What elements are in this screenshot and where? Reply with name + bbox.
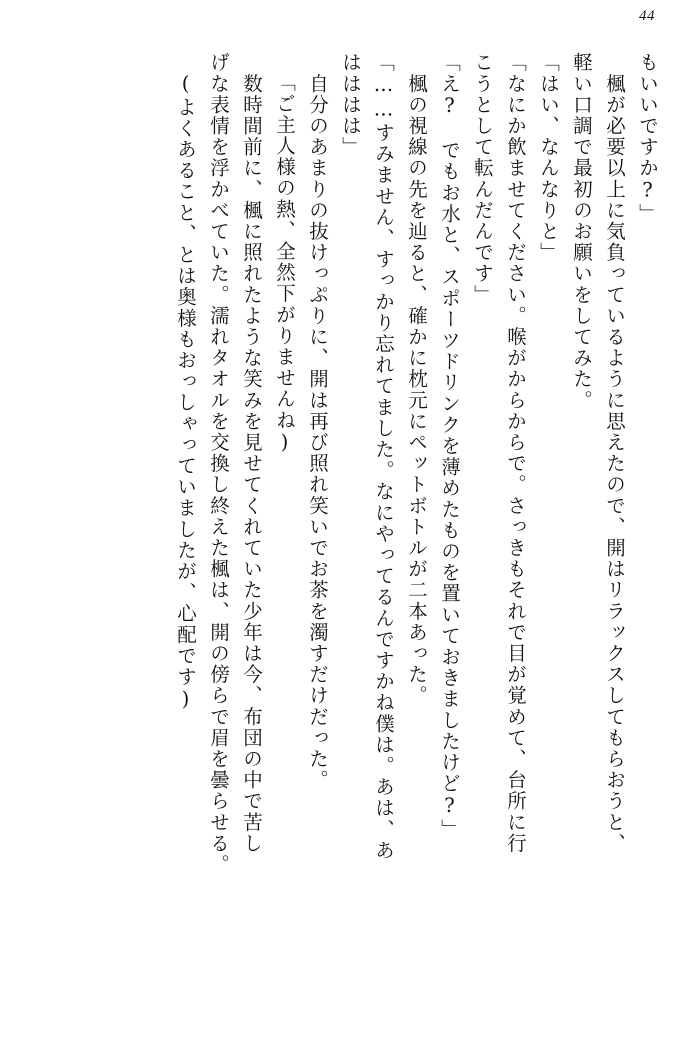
text-column: 楓が必要以上に気負っているように思えたので、開はリラックスしてもらおうと、 — [603, 52, 626, 854]
text-column: 自分のあまりの抜けっぷりに、開は再び照れ笑いでお茶を濁すだけだった。 — [306, 52, 329, 791]
text-column: (よくあること、とは奥様もおっしゃっていましたが、心配です) — [174, 72, 197, 712]
page-number: 44 — [639, 8, 655, 24]
vertical-text-body — [36, 52, 657, 1010]
text-column: はははは」 — [339, 52, 362, 158]
text-column: こうとして転んだんです」 — [471, 52, 494, 306]
text-column: 楓の視線の先を辿ると、確かに枕元にペットボトルが二本あった。 — [405, 52, 428, 707]
text-column: 「なにか飲ませてください。喉がからからで。さっきもそれで目が覚めて、台所に行 — [504, 52, 527, 854]
text-column: 「ご主人様の熱、全然下がりませんね) — [273, 72, 296, 456]
text-column: 軽い口調で最初のお願いをしてみた。 — [570, 52, 593, 411]
text-column: げな表情を浮かべていた。濡れタオルを交換し終えた楓は、開の傍らで眉を曇らせる。 — [207, 52, 230, 875]
text-column: 数時間前に、楓に照れたような笑みを見せてくれていた少年は今、布団の中で苦し — [240, 52, 263, 854]
text-column: 「はい、なんなりと」 — [537, 52, 560, 263]
text-column: 「え? でもお水と、スポーツドリンクを薄めたものを置いておきましたけど?」 — [438, 52, 461, 840]
text-column: 「……すみません、すっかり忘れてました。なにやってるんですかね僕は。あは、あ — [372, 52, 395, 861]
text-column: もいいですか?」 — [636, 52, 659, 225]
